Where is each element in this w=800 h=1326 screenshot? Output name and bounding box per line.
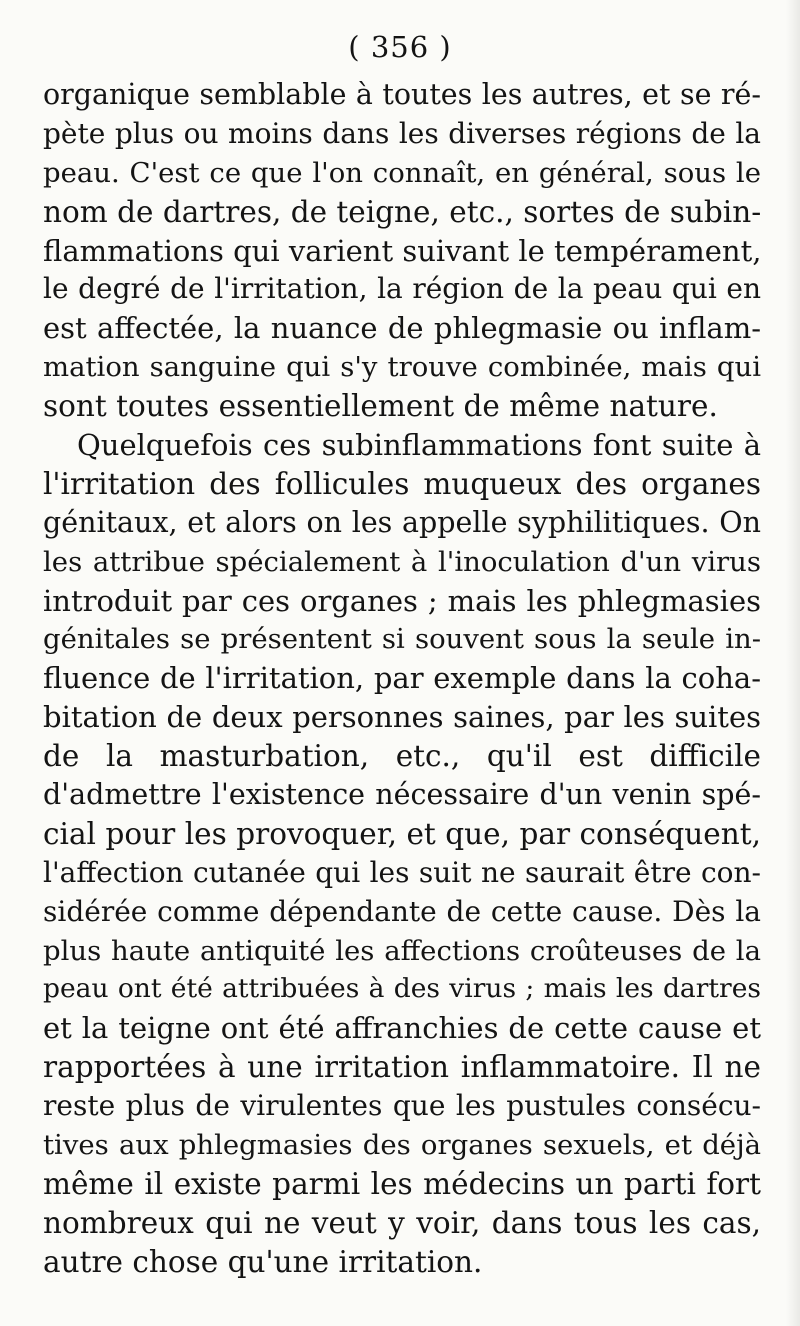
text-line: flammations qui varient suivant le tempérament,	[43, 233, 762, 268]
text-line: même il existe parmi les médecins un parti fort	[43, 1166, 761, 1201]
text-line: tives aux phlegmasies des organes sexuels, et déjà	[43, 1129, 761, 1162]
text-line: Quelquefois ces subinflammations font suite à	[77, 428, 761, 463]
text-line: pète plus ou moins dans les diverses régions de la	[43, 116, 761, 150]
text-line: plus haute antiquité les affections croûteuses de la	[43, 934, 761, 967]
page-number: ( 356 )	[348, 30, 452, 64]
page-edge-shadow	[786, 0, 800, 1326]
text-line: les attribue spécialement à l'inoculation d'un virus	[43, 545, 761, 578]
text-line: cial pour les provoquer, et que, par conséquent,	[43, 816, 761, 851]
text-line: peau ont été attribuées à des virus ; mais les dartres	[43, 973, 761, 1005]
text-line: l'affection cutanée qui les suit ne saurait être con-	[43, 855, 761, 889]
text-line: nom de dartres, de teigne, etc., sortes de subin-	[43, 194, 762, 229]
text-line: mation sanguine qui s'y trouve combinée, mais qui	[43, 351, 761, 384]
text-line: génitaux, et alors on les appelle syphilitiques. On	[43, 505, 761, 539]
text-line: et la teigne ont été affranchies de cette cause et	[43, 1011, 761, 1046]
text-line: est affectée, la nuance de phlegmasie ou inflam-	[43, 311, 761, 346]
text-line: introduit par ces organes ; mais les phlegmasies	[43, 583, 761, 618]
paragraph-1	[43, 76, 761, 426]
text-line: le degré de l'irritation, la région de la peau qui en	[43, 272, 761, 306]
text-line: sidérée comme dépendante de cette cause. Dès la	[43, 894, 761, 928]
text-line: sont toutes essentiellement de même nature.	[43, 389, 718, 424]
text-line: de la masturbation, etc., qu'il est difficile	[43, 739, 761, 774]
body-text	[43, 76, 761, 1282]
text-line: rapportées à une irritation inflammatoire. Il ne	[43, 1050, 761, 1085]
text-line: d'admettre l'existence nécessaire d'un venin spé-	[43, 778, 761, 812]
text-line: bitation de deux personnes saines, par les suites	[43, 700, 761, 735]
text-line: nombreux qui ne veut y voir, dans tous les cas,	[43, 1205, 761, 1240]
text-line: organique semblable à toutes les autres, et se ré-	[43, 78, 761, 111]
text-line: autre chose qu'une irritation.	[43, 1244, 483, 1279]
text-line: peau. C'est ce que l'on connaît, en général, sous le	[43, 156, 761, 189]
text-line: fluence de l'irritation, par exemple dans la coha-	[43, 661, 761, 696]
text-line: génitales se présentent si souvent sous la seule in-	[43, 623, 761, 656]
text-line: reste plus de virulentes que les pustules consécu-	[43, 1089, 761, 1123]
text-line: l'irritation des follicules muqueux des organes	[43, 466, 761, 501]
paragraph-2	[43, 426, 761, 1282]
